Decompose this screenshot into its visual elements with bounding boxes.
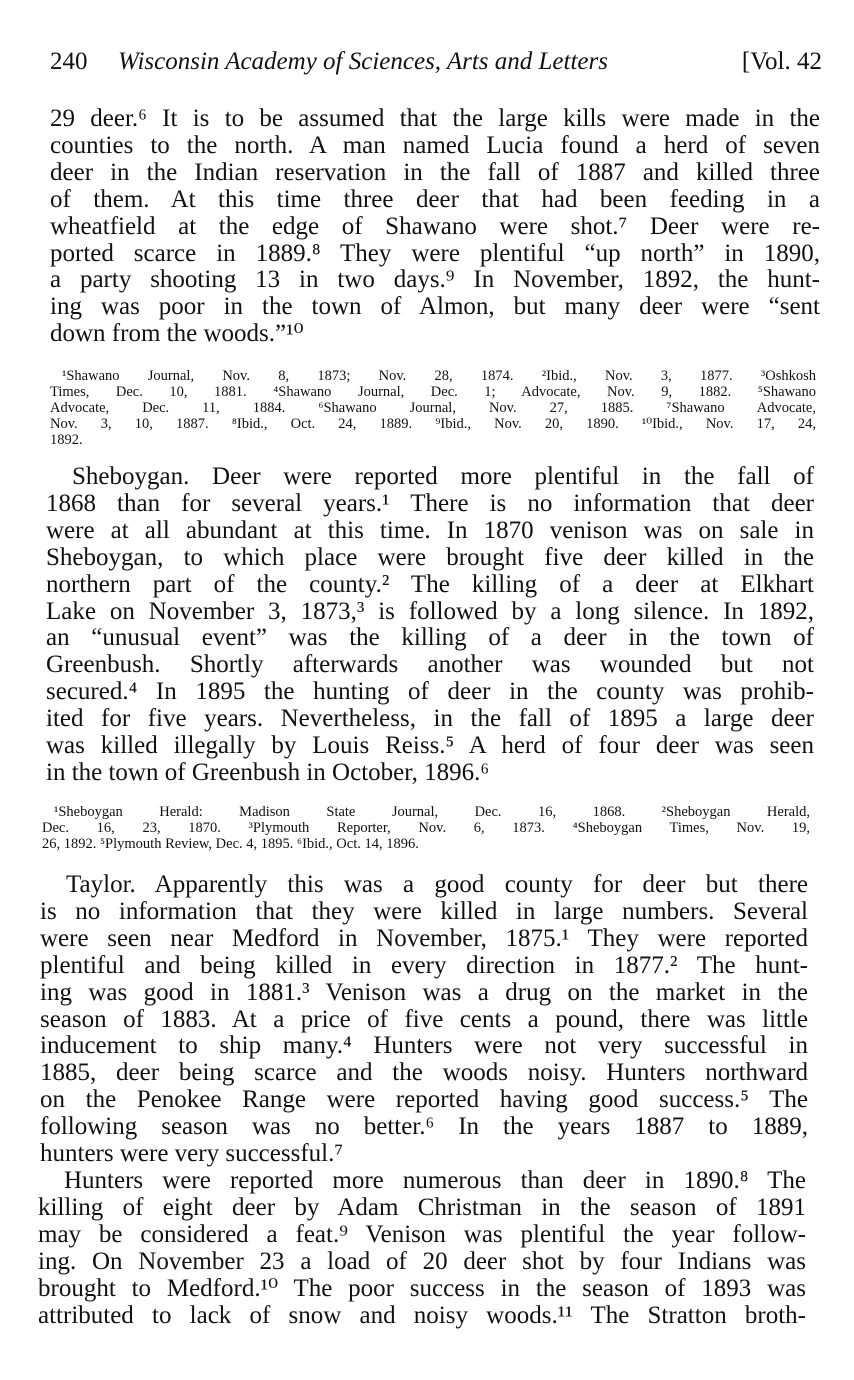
footnote-line: Nov. 3, 10, 1887. ⁸Ibid., Oct. 24, 1889. ⁹Ibid., Nov. 20, 1890. ¹⁰Ibid., Nov. 17, 24, xyxy=(50,416,816,432)
text-line: on the Penokee Range were reported having good success.⁵ The xyxy=(40,1086,808,1114)
text-line: Greenbush. Shortly afterwards another was wounded but not xyxy=(46,651,814,679)
journal-title: Wisconsin Academy of Sciences, Arts and Letters xyxy=(118,48,608,75)
text-line: attributed to lack of snow and noisy woods.¹¹ The Stratton broth- xyxy=(38,1301,806,1329)
text-line: Sheboygan. Deer were reported more plentiful in the fall of xyxy=(72,463,814,490)
footnote-line: 1892. xyxy=(50,432,83,448)
text-line: were at all abundant at this time. In 1870 venison was on sale in xyxy=(46,516,814,544)
footnotes-sheboygan xyxy=(42,804,810,852)
text-line: ing. On November 23 a load of 20 deer shot by four Indians was xyxy=(38,1247,806,1275)
footnote-line: ¹Shawano Journal, Nov. 8, 1873; Nov. 28, 1874. ²Ibid., Nov. 3, 1877. ³Oshkosh xyxy=(62,368,816,384)
text-line: deer in the Indian reservation in the fall of 1887 and killed three xyxy=(50,158,820,186)
text-line: may be considered a feat.⁹ Venison was plentiful the year follow- xyxy=(38,1220,806,1248)
text-line: Hunters were reported more numerous than deer in 1890.⁸ The xyxy=(64,1167,806,1194)
text-line: Lake on November 3, 1873,³ is followed by a long silence. In 1892, xyxy=(46,597,814,625)
footnote-line: 26, 1892. ⁵Plymouth Review, Dec. 4, 1895. ⁶Ibid., Oct. 14, 1896. xyxy=(42,836,419,852)
text-line: 29 deer.⁶ It is to be assumed that the large kills were made in the xyxy=(50,105,820,132)
footnotes-shawano xyxy=(50,368,816,448)
paragraph-sheboygan xyxy=(46,464,814,787)
text-line: ing was good in 1881.³ Venison was a drug on the market in the xyxy=(40,978,808,1006)
text-line: were seen near Medford in November, 1875.¹ They were reported xyxy=(40,924,808,952)
text-line: plentiful and being killed in every direction in 1877.² The hunt- xyxy=(40,951,808,979)
text-line: Taylor. Apparently this was a good county for deer but there xyxy=(66,871,808,898)
text-line: hunters were very successful.⁷ xyxy=(40,1140,344,1168)
text-line: northern part of the county.² The killing of a deer at Elkhart xyxy=(46,570,814,598)
text-line: ited for five years. Nevertheless, in the fall of 1895 a large deer xyxy=(46,705,814,733)
paragraph-taylor-continued xyxy=(38,1168,806,1329)
text-line: season of 1883. At a price of five cents a pound, there was little xyxy=(40,1005,808,1033)
page-number: 240 xyxy=(50,48,88,75)
text-line: ported scarce in 1889.⁸ They were plentiful “up north” in 1890, xyxy=(50,239,820,267)
text-line: was killed illegally by Louis Reiss.⁵ A herd of four deer was seen xyxy=(46,732,814,760)
paragraph-taylor xyxy=(40,872,808,1168)
footnote-line: ¹Sheboygan Herald: Madison State Journal, Dec. 16, 1868. ²Sheboygan Herald, xyxy=(54,804,810,820)
text-line: inducement to ship many.⁴ Hunters were not very successful in xyxy=(40,1032,808,1060)
footnote-line: Dec. 16, 23, 1870. ³Plymouth Reporter, Nov. 6, 1873. ⁴Sheboygan Times, Nov. 19, xyxy=(42,820,810,836)
text-line: an “unusual event” was the killing of a deer in the town of xyxy=(46,624,814,652)
text-line: following season was no better.⁶ In the years 1887 to 1889, xyxy=(40,1113,808,1141)
text-line: down from the woods.”¹⁰ xyxy=(50,320,304,348)
text-line: brought to Medford.¹⁰ The poor success in the season of 1893 was xyxy=(38,1274,806,1302)
text-line: 1868 than for several years.¹ There is no information that deer xyxy=(46,489,814,517)
volume-label: [Vol. 42 xyxy=(741,48,822,75)
text-line: 1885, deer being scarce and the woods noisy. Hunters northward xyxy=(40,1059,808,1087)
footnote-line: Times, Dec. 10, 1881. ⁴Shawano Journal, Dec. 1; Advocate, Nov. 9, 1882. ⁵Shawano xyxy=(50,384,816,400)
text-line: counties to the north. A man named Lucia found a herd of seven xyxy=(50,131,820,159)
text-line: ing was poor in the town of Almon, but many deer were “sent xyxy=(50,293,820,321)
paragraph-shawano-continued xyxy=(50,106,820,348)
footnote-line: Advocate, Dec. 11, 1884. ⁶Shawano Journal, Nov. 27, 1885. ⁷Shawano Advocate, xyxy=(50,400,816,416)
text-line: is no information that they were killed in large numbers. Several xyxy=(40,897,808,925)
text-line: a party shooting 13 in two days.⁹ In November, 1892, the hunt- xyxy=(50,266,820,294)
text-line: in the town of Greenbush in October, 1896.⁶ xyxy=(46,758,490,786)
text-line: wheatfield at the edge of Shawano were shot.⁷ Deer were re- xyxy=(50,212,820,240)
text-line: of them. At this time three deer that had been feeding in a xyxy=(50,185,820,213)
text-line: killing of eight deer by Adam Christman in the season of 1891 xyxy=(38,1193,806,1221)
text-line: Sheboygan, to which place were brought five deer killed in the xyxy=(46,543,814,571)
text-line: secured.⁴ In 1895 the hunting of deer in the county was prohib- xyxy=(46,678,814,706)
running-header xyxy=(50,44,822,80)
